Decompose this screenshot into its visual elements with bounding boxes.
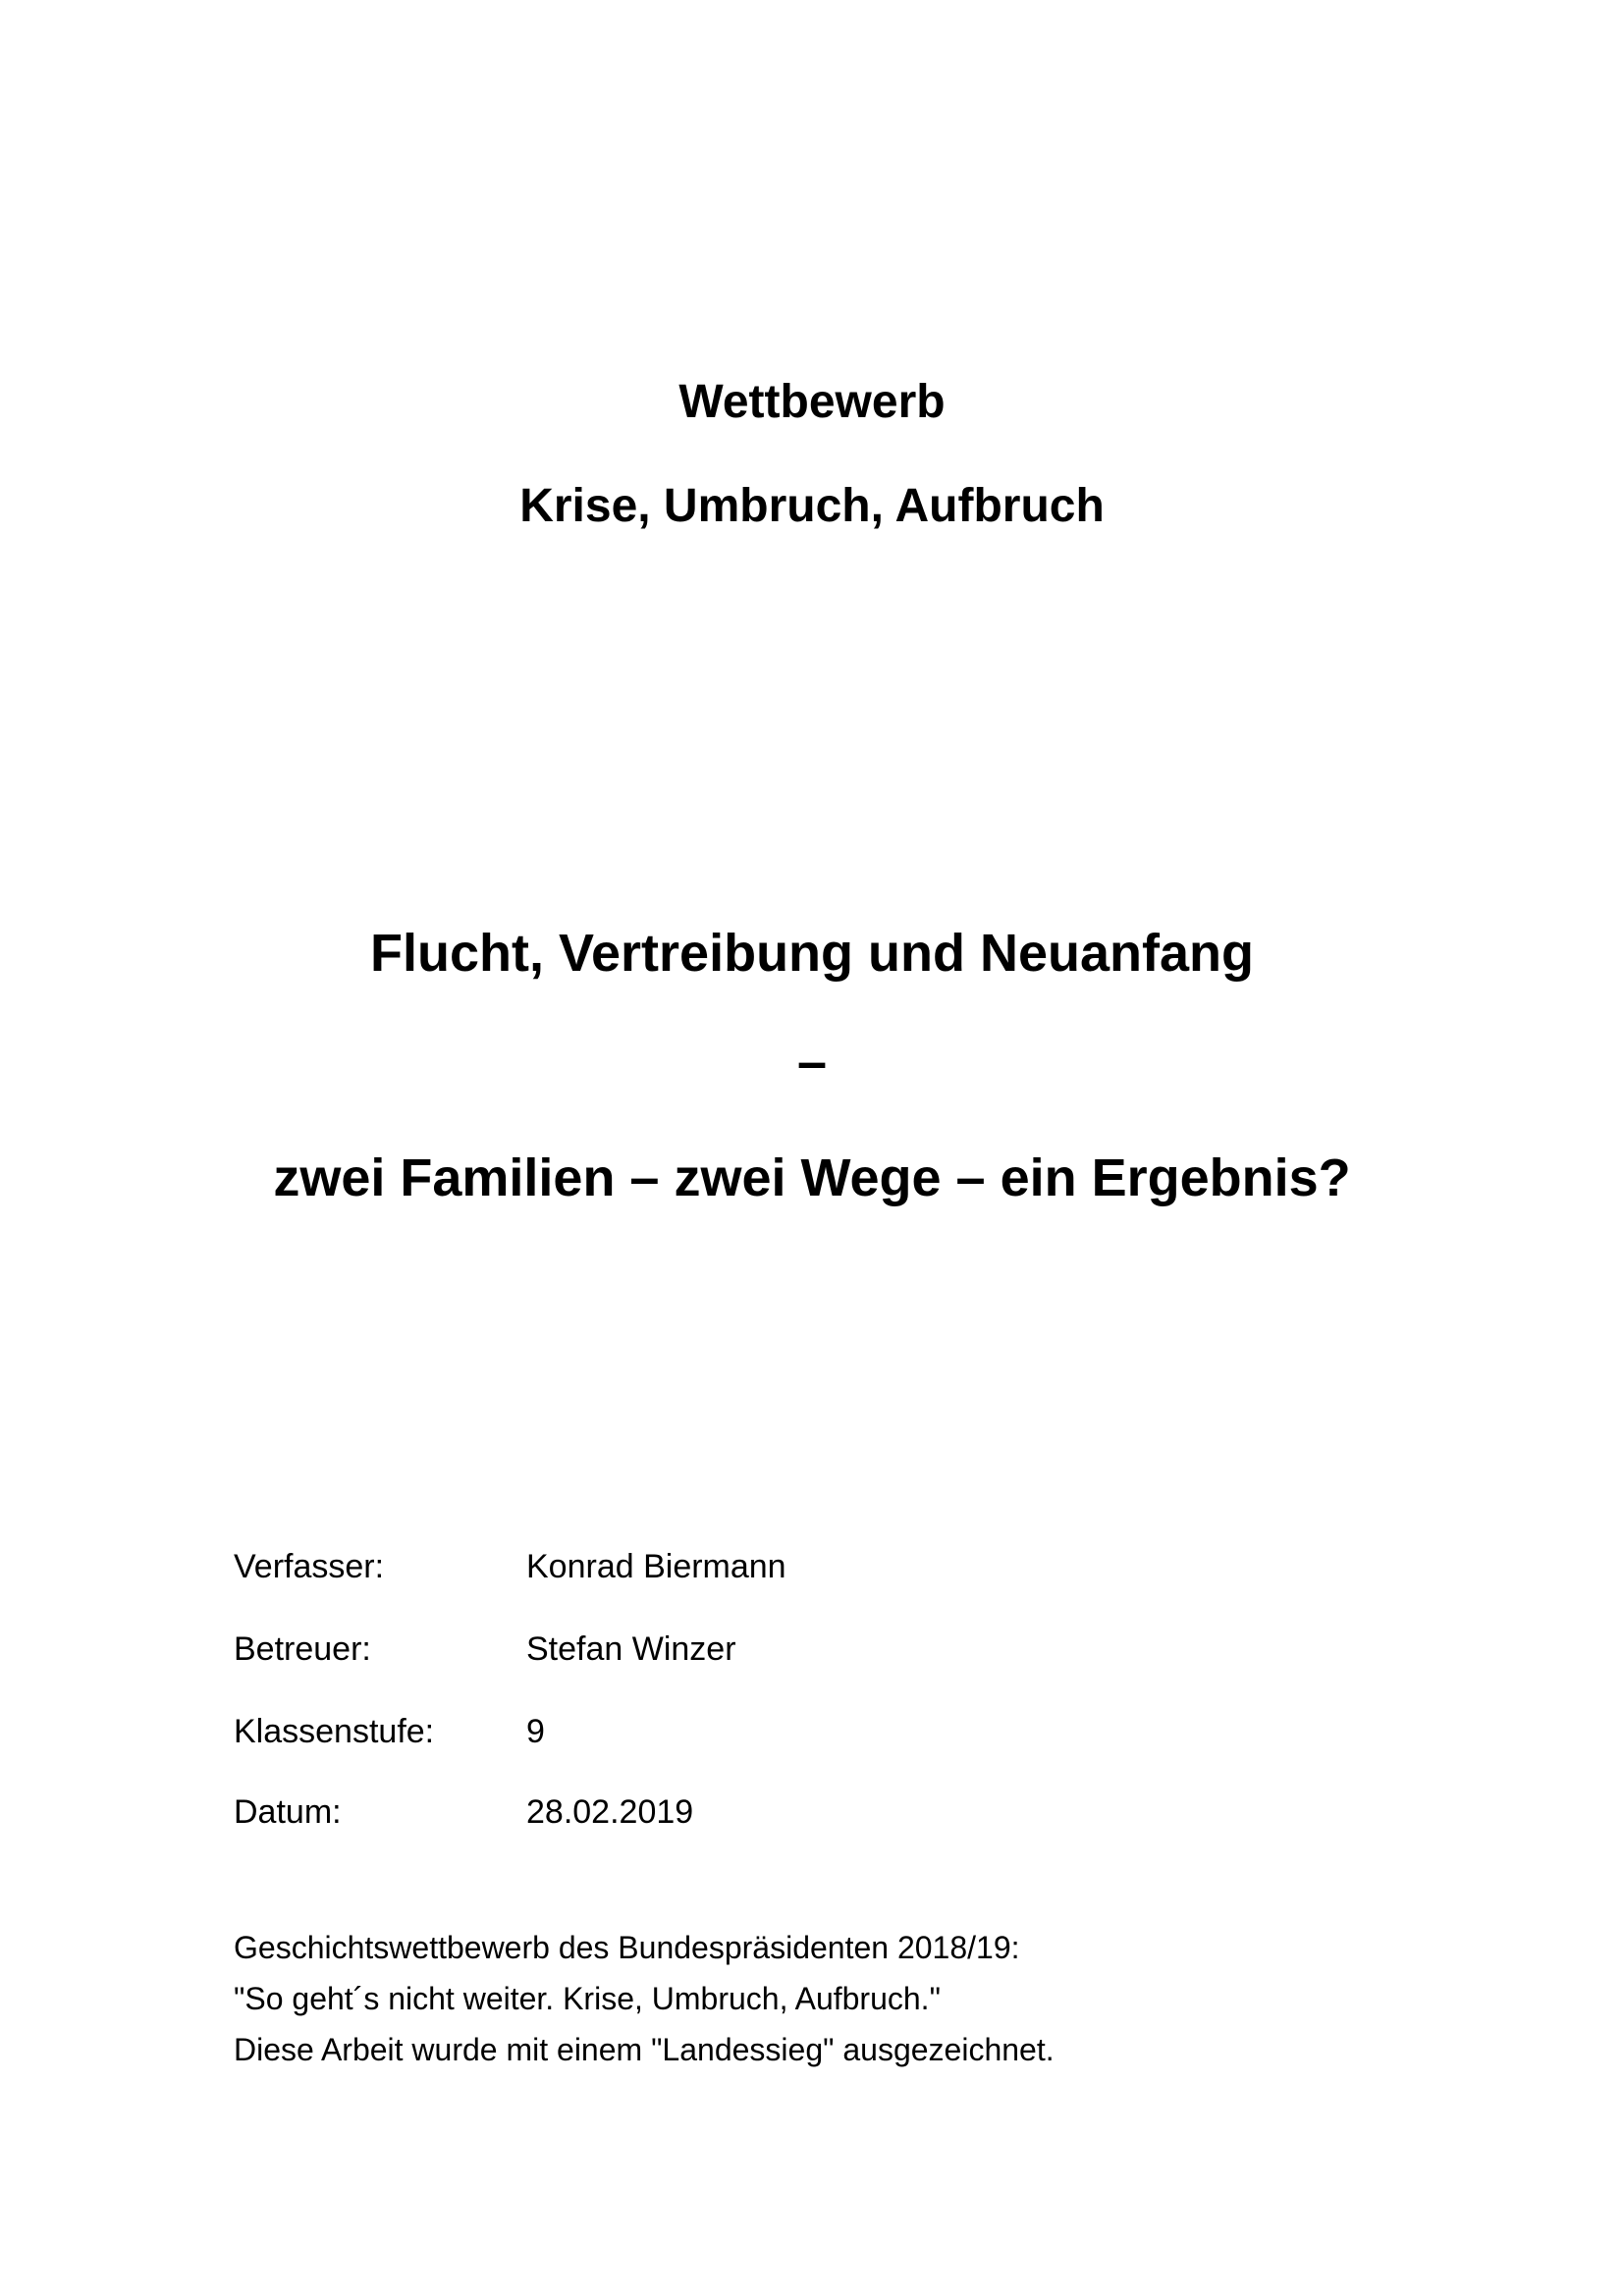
note-line-award: Diese Arbeit wurde mit einem "Landessieg" ausgezeichnet. — [234, 2032, 1055, 2067]
meta-row-date — [234, 1785, 1314, 1840]
author-value: Konrad Biermann — [526, 1548, 786, 1585]
note-line-competition: Geschichtswettbewerb des Bundespräsidenten 2018/19: — [234, 1930, 1020, 1965]
title-separator: – — [796, 1033, 828, 1092]
meta-row-grade — [234, 1704, 1314, 1759]
meta-row-author — [234, 1539, 1314, 1594]
grade-value: 9 — [526, 1713, 545, 1750]
grade-label: Klassenstufe: — [234, 1713, 435, 1750]
date-value: 28.02.2019 — [526, 1793, 694, 1831]
supervisor-label: Betreuer: — [234, 1630, 371, 1668]
supervisor-value: Stefan Winzer — [526, 1630, 736, 1668]
note-line-motto: "So geht´s nicht weiter. Krise, Umbruch, Aufbruch." — [234, 1981, 941, 2016]
author-label: Verfasser: — [234, 1548, 385, 1585]
document-subtitle: zwei Familien – zwei Wege – ein Ergebnis? — [273, 1148, 1351, 1207]
competition-label: Wettbewerb — [678, 376, 946, 428]
competition-theme: Krise, Umbruch, Aufbruch — [519, 480, 1105, 532]
meta-row-supervisor — [234, 1622, 1314, 1677]
date-label: Datum: — [234, 1793, 342, 1831]
document-title: Flucht, Vertreibung und Neuanfang — [369, 924, 1255, 983]
